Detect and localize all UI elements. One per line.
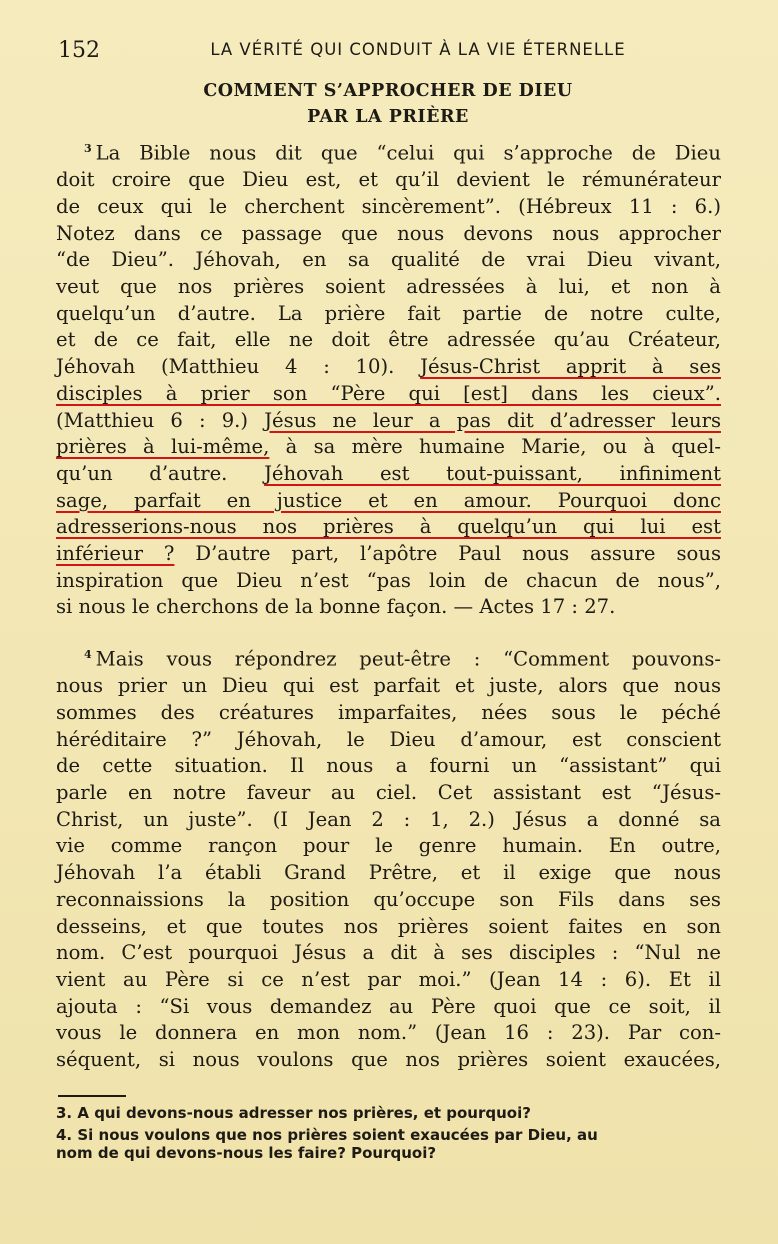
paragraph-line: $^3$ La Bible nous dit que “celui qui s’approche de Dieu	[84, 141, 721, 165]
paragraph-line: et de ce fait, elle ne doit être adressée qu’au Créateur,	[56, 328, 721, 352]
paragraph-line: inspiration que Dieu n’est “pas loin de chacun de nous”,	[56, 568, 721, 592]
paragraph-line: doit croire que Dieu est, et qu’il devient le rémunérateur	[56, 168, 721, 192]
paragraph-line: vie comme rançon pour le genre humain. En outre,	[56, 834, 721, 858]
paragraph-number: 3	[84, 142, 92, 155]
question-line: 4. Si nous voulons que nos prières soient exaucées par Dieu, au	[56, 1125, 598, 1144]
paragraph-line: si nous le cherchons de la bonne façon. — Actes 17 : 27.	[56, 595, 616, 619]
paragraph-line: nom. C’est pourquoi Jésus a dit à ses disciples : “Nul ne	[56, 941, 721, 965]
underlined-text: inférieur ?	[56, 542, 175, 566]
paragraph-line: nous prier un Dieu qui est parfait et juste, alors que nous	[56, 674, 721, 698]
paragraph-line: $^4$ Mais vous répondrez peut-être : “Comment pouvons-	[84, 647, 721, 671]
paragraph-line: prières à lui-même, à sa mère humaine Marie, ou à quel-	[56, 435, 722, 459]
paragraph-4	[56, 642, 721, 1074]
paragraph-line: veut que nos prières soient adressées à lui, et non à	[56, 275, 721, 299]
section-title	[56, 78, 720, 130]
paragraph-line: inférieur ? D’autre part, l’apôtre Paul nous assure sous	[56, 542, 721, 566]
paragraph-line: (Matthieu 6 : 9.) Jésus ne leur a pas dit d’adresser leurs	[56, 408, 721, 432]
underlined-text: Jésus-Christ apprit à ses	[420, 355, 721, 379]
question-line: nom de qui devons-nous les faire? Pourquoi?	[56, 1144, 437, 1162]
underlined-text: adresserions-nous nos prières à quelqu’un qui lui est	[56, 515, 721, 539]
page-number: 152	[58, 38, 100, 63]
section-title-line-1: COMMENT S’APPROCHER DE DIEU	[203, 81, 573, 101]
section-title-line-2: PAR LA PRIÈRE	[307, 107, 469, 127]
underlined-text: prières à lui-même,	[56, 435, 270, 459]
paragraph-line: Jéhovah (Matthieu 4 : 10). Jésus-Christ apprit à ses	[56, 355, 721, 379]
paragraph-line: “de Dieu”. Jéhovah, en sa qualité de vrai Dieu vivant,	[56, 248, 721, 272]
question-line: 3. A qui devons-nous adresser nos prières, et pourquoi?	[56, 1104, 531, 1122]
paragraph-line: parle en notre faveur au ciel. Cet assistant est “Jésus-	[56, 781, 721, 805]
page-header	[58, 38, 718, 66]
paragraph-line: séquent, si nous voulons que nos prières soient exaucées,	[56, 1048, 721, 1072]
paragraph-number: 4	[84, 648, 92, 661]
paragraph-line: vient au Père si ce n’est par moi.” (Jean 14 : 6). Et il	[56, 967, 721, 991]
paragraph-line: de cette situation. Il nous a fourni un “assistant” qui	[56, 754, 721, 778]
paragraph-line: de ceux qui le cherchent sincèrement”. (Hébreux 11 : 6.)	[56, 194, 721, 218]
paragraph-line	[56, 514, 721, 541]
paragraph-line: sommes des créatures imparfaites, nées sous le péché	[56, 700, 721, 724]
study-question	[56, 1126, 721, 1163]
paragraph-line: vous le donnera en mon nom.” (Jean 16 : 23). Par con-	[56, 1021, 721, 1045]
underlined-text: disciples à prier son “Père qui [est] dans les cieux”.	[56, 381, 721, 405]
running-title: LA VÉRITÉ QUI CONDUIT À LA VIE ÉTERNELLE	[210, 40, 626, 59]
paragraph-line: Christ, un juste”. (I Jean 2 : 1, 2.) Jésus a donné sa	[56, 807, 721, 831]
paragraph-3	[56, 136, 721, 621]
footnote-divider	[58, 1095, 126, 1097]
paragraph-line: desseins, et que toutes nos prières soient faites en son	[56, 914, 721, 938]
paragraph-line: Notez dans ce passage que nous devons nous approcher	[56, 221, 721, 245]
paragraph-line: ajouta : “Si vous demandez au Père quoi que ce soit, il	[56, 994, 721, 1018]
paragraph-line: qu’un d’autre. Jéhovah est tout-puissant, infiniment	[56, 461, 722, 485]
paragraph-line	[56, 381, 721, 408]
study-question	[56, 1104, 721, 1123]
paragraph-line: quelqu’un d’autre. La prière fait partie de notre culte,	[56, 301, 721, 325]
underlined-text: Jéhovah est tout-puissant, infiniment	[264, 461, 722, 485]
paragraph-line	[56, 488, 721, 515]
study-questions	[56, 1104, 721, 1166]
underlined-text: Jésus ne leur a pas dit d’adresser leurs	[264, 408, 721, 432]
paragraph-line: reconnaissions la position qu’occupe son Fils dans ses	[56, 887, 721, 911]
paragraph-line: héréditaire ?” Jéhovah, le Dieu d’amour, est conscient	[56, 727, 721, 751]
underlined-text: sage, parfait en justice et en amour. Pourquoi donc	[56, 488, 721, 512]
paragraph-line: Jéhovah l’a établi Grand Prêtre, et il exige que nous	[56, 861, 721, 885]
